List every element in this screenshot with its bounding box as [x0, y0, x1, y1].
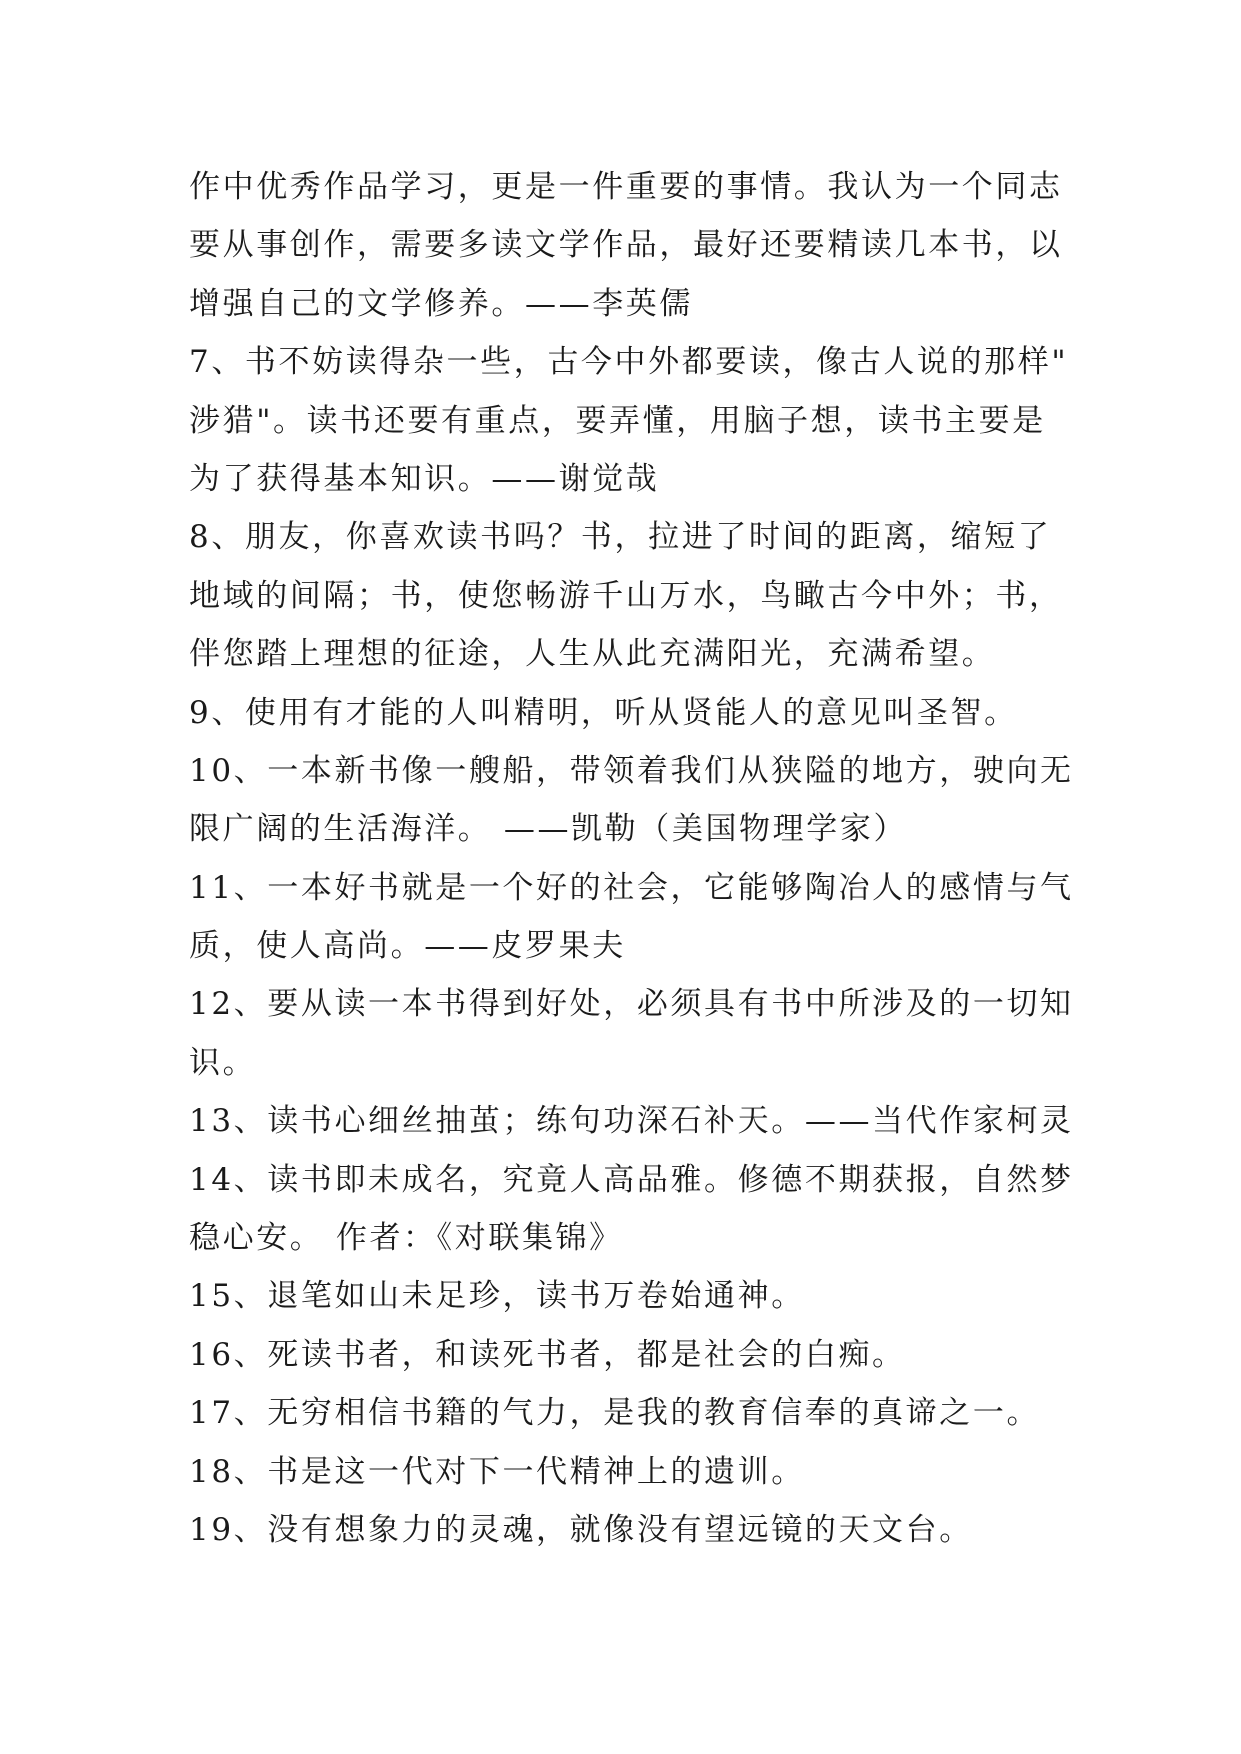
- text-line: 7、书不妨读得杂一些，古今中外都要读，像古人说的那样": [189, 344, 1069, 381]
- text-line: 稳心安。 作者：《对联集锦》: [189, 1220, 623, 1257]
- text-line: 增强自己的文学修养。——李英儒: [189, 285, 693, 322]
- text-line: 11、一本好书就是一个好的社会，它能够陶冶人的感情与气: [189, 869, 1074, 906]
- text-line: 地域的间隔；书，使您畅游千山万水，鸟瞰古今中外；书，: [189, 577, 1063, 614]
- text-line: 要从事创作，需要多读文学作品，最好还要精读几本书，以: [189, 227, 1063, 264]
- text-line: 作中优秀作品学习，更是一件重要的事情。我认为一个同志: [189, 169, 1063, 205]
- text-line: 8、朋友，你喜欢读书吗？书，拉进了时间的距离，缩短了: [189, 519, 1052, 556]
- text-line: 12、要从读一本书得到好处，必须具有书中所涉及的一切知: [189, 986, 1074, 1023]
- text-line: 16、死读书者，和读死书者，都是社会的白痴。: [189, 1336, 906, 1373]
- text-line: 15、退笔如山未足珍，读书万卷始通神。: [189, 1278, 805, 1315]
- text-line: 14、读书即未成名，究竟人高品雅。修德不期获报，自然梦: [189, 1161, 1074, 1198]
- body-text: [189, 158, 1089, 1559]
- text-line: 涉猎"。读书还要有重点，要弄懂，用脑子想，读书主要是: [189, 402, 1046, 439]
- text-line: 限广阔的生活海洋。 ——凯勒（美国物理学家）: [189, 811, 908, 848]
- text-line: 10、一本新书像一艘船，带领着我们从狭隘的地方，驶向无: [189, 752, 1074, 789]
- text-line: 19、没有想象力的灵魂，就像没有望远镜的天文台。: [189, 1511, 973, 1548]
- text-line: 13、读书心细丝抽茧；练句功深石补天。——当代作家柯灵: [189, 1103, 1074, 1140]
- text-line: 识。: [189, 1044, 257, 1081]
- text-line: 伴您踏上理想的征途，人生从此充满阳光，充满希望。: [189, 636, 996, 673]
- text-line: 18、书是这一代对下一代精神上的遗训。: [189, 1453, 805, 1490]
- text-line: 17、无穷相信书籍的气力，是我的教育信奉的真谛之一。: [189, 1395, 1041, 1432]
- text-line: 质，使人高尚。——皮罗果夫: [189, 928, 626, 965]
- text-line: 9、使用有才能的人叫精明，听从贤能人的意见叫圣智。: [189, 694, 1018, 731]
- text-line: 为了获得基本知识。——谢觉哉: [189, 460, 660, 497]
